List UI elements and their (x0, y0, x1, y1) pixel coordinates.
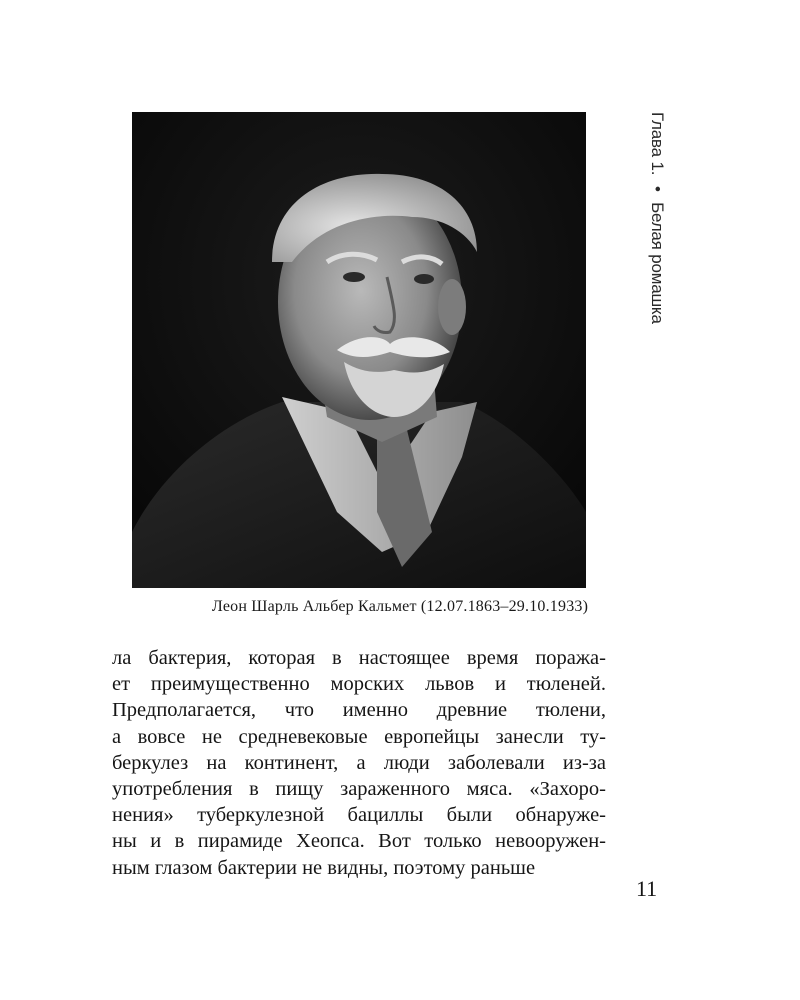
body-line: Предполагается, что именно древние тюлени, (112, 699, 606, 722)
body-line: нения» туберкулезной бациллы были обнаруже- (112, 804, 606, 827)
page-number: 11 (636, 876, 658, 901)
running-head-chapter: Глава 1. (648, 112, 667, 176)
body-line: а вовсе не средневековые европейцы занесли ту- (112, 725, 606, 748)
photo-caption: Леон Шарль Альбер Кальмет (12.07.1863–29.10.1933) (211, 598, 589, 615)
running-head (641, 112, 667, 324)
body-text (112, 645, 606, 881)
body-line: ны и в пирамиде Хеопса. Вот только невооружен- (112, 830, 606, 853)
body-line: ет преимущественно морских львов и тюленей. (112, 673, 606, 696)
body-line: беркулез на континент, а люди заболевали из-за (112, 751, 606, 774)
running-head-separator: • (648, 185, 667, 192)
body-line: ным глазом бактерии не видны, поэтому раньше (112, 856, 536, 879)
running-head-title: Белая ромашка (648, 202, 667, 324)
portrait-illustration (132, 112, 586, 588)
portrait-photo (132, 112, 586, 588)
body-line: ла бактерия, которая в настоящее время поража- (112, 647, 606, 669)
body-line: употребления в пищу зараженного мяса. «Захоро- (112, 777, 606, 800)
